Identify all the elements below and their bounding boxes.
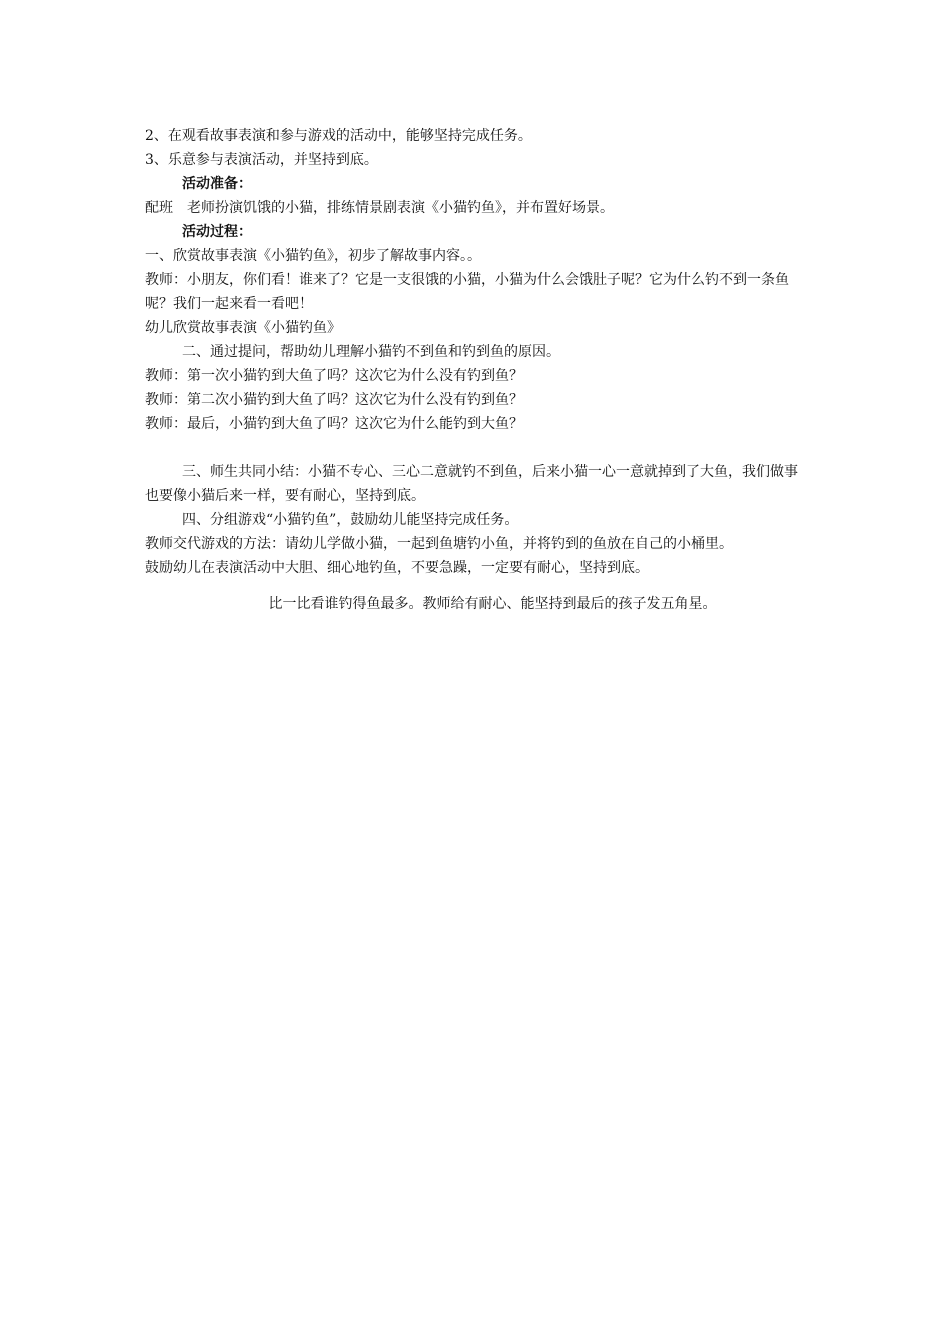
blank-line-small [145, 580, 810, 592]
activity-preparation-text: 配班 老师扮演饥饿的小猫，排练情景剧表演《小猫钓鱼》，并布置好场景。 [145, 200, 614, 216]
goal-item-2: 2、在观看故事表演和参与游戏的活动中，能够坚持完成任务。 [145, 128, 532, 144]
blank-line [145, 436, 810, 460]
teacher-intro-paragraph: 教师：小朋友，你们看！谁来了？它是一支很饿的小猫，小猫为什么会饿肚子呢？它为什么钓不到一条鱼呢？我们一起来看一看吧！ [145, 272, 789, 312]
teacher-question-1: 教师：第一次小猫钓到大鱼了吗？这次它为什么没有钓到鱼？ [145, 368, 523, 384]
process-step-1: 一、欣赏故事表演《小猫钓鱼》，初步了解故事内容。。 [145, 248, 481, 264]
document-body [145, 124, 810, 616]
process-step-2: 二、通过提问，帮助幼儿理解小猫钓不到鱼和钓到鱼的原因。 [182, 344, 560, 360]
goal-item-3: 3、乐意参与表演活动，并坚持到底。 [145, 152, 378, 168]
game-method-paragraph: 教师交代游戏的方法：请幼儿学做小猫，一起到鱼塘钓小鱼，并将钓到的鱼放在自己的小桶里。 [145, 536, 733, 552]
activity-process-heading: 活动过程： [182, 224, 252, 240]
compare-line: 比一比看谁钓得鱼最多。教师给有耐心、能坚持到最后的孩子发五角星。 [268, 596, 717, 612]
process-step-4: 四、分组游戏“小猫钓鱼”，鼓励幼儿能坚持完成任务。 [182, 512, 519, 528]
teacher-question-3: 教师：最后，小猫钓到大鱼了吗？这次它为什么能钓到大鱼？ [145, 416, 523, 432]
encourage-line: 鼓励幼儿在表演活动中大胆、细心地钓鱼，不要急躁，一定要有耐心，坚持到底。 [145, 560, 649, 576]
activity-preparation-heading: 活动准备： [182, 176, 252, 192]
children-watch-line: 幼儿欣赏故事表演《小猫钓鱼》 [145, 320, 341, 336]
process-step-3: 三、师生共同小结：小猫不专心、三心二意就钓不到鱼，后来小猫一心一意就掉到了大鱼，我们做事也要像小猫后来一样，要有耐心，坚持到底。 [145, 464, 798, 504]
teacher-question-2: 教师：第二次小猫钓到大鱼了吗？这次它为什么没有钓到鱼？ [145, 392, 523, 408]
